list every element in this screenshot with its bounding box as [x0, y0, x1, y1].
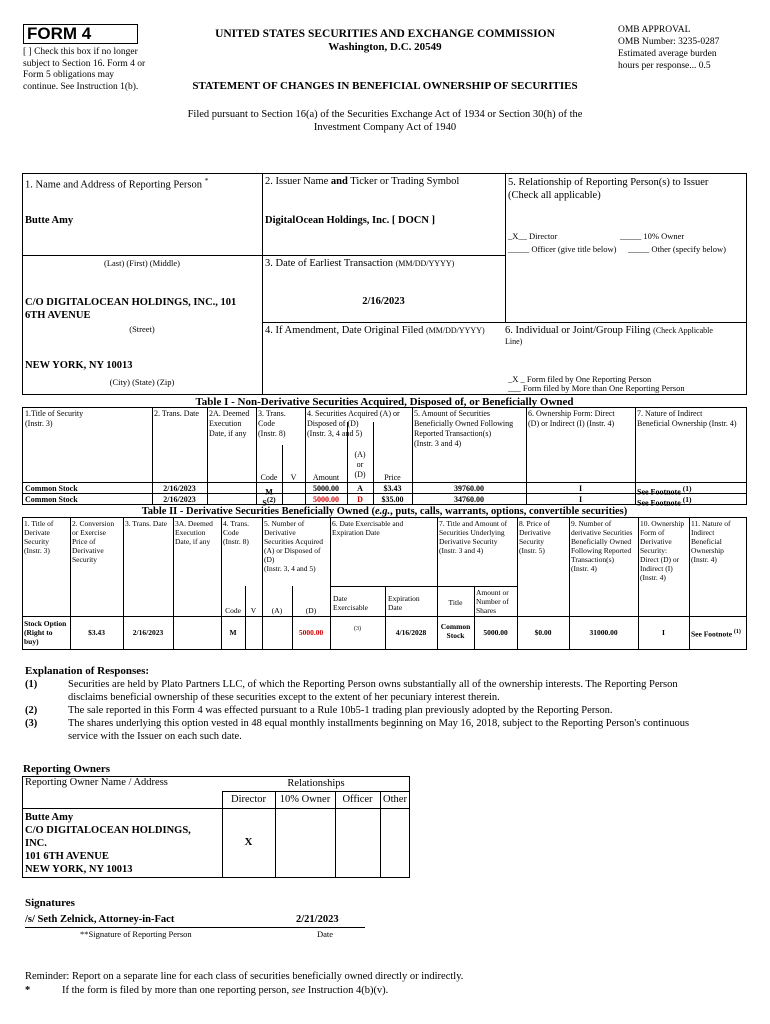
t2-exercisable-note[interactable]: (3) — [354, 626, 361, 632]
signatures-title: Signatures — [25, 897, 75, 909]
t2-col-text: 4. Trans. — [223, 519, 250, 528]
reporting-person-address — [25, 296, 260, 322]
t1-amount: 5000.00 — [313, 484, 339, 493]
t2-sub-d: (D) — [305, 606, 317, 615]
signature-date: 2/21/2023 — [296, 914, 339, 925]
t2-col-text: (Instr. 3 and 4) — [439, 546, 484, 555]
t2-sub-code: Code — [225, 606, 241, 615]
city-caption: (City) (State) (Zip) — [109, 377, 175, 387]
owners-col-other: Other — [383, 794, 407, 805]
t2-col-text: 1. Title of — [24, 519, 54, 528]
footnote-text: service with the Issuer on each such date. — [68, 731, 242, 742]
t2-col-text: Execution — [175, 528, 206, 537]
t2-col-text: Security — [519, 537, 544, 546]
t2-under-amount: 5000.00 — [483, 628, 508, 637]
t1-security: Common Stock — [25, 495, 78, 504]
issuer-name: DigitalOcean Holdings, Inc. [ DOCN ] — [265, 215, 436, 226]
multiple-reporting-persons-option[interactable]: ___ Form filed by More than One Reporting Person — [508, 383, 685, 393]
t1-price: $35.00 — [381, 495, 404, 504]
owner-line: Butte Amy — [25, 812, 74, 823]
box5-label — [508, 176, 744, 202]
t2-col-text: (Instr. 4) — [640, 573, 666, 582]
t2-col-text: derivative Securities — [571, 528, 633, 537]
reporting-person-name: Butte Amy — [25, 215, 74, 226]
t1-sub-text: or — [356, 460, 364, 469]
box3-label-small: (MM/DD/YYYY) — [395, 259, 455, 268]
check-box-text[interactable]: [ ] Check this box if no longer subject to Section 16. Form 4 or Form 5 obligations may continue. See Instruction 1(b). — [23, 47, 146, 92]
owners-col-officer: Officer — [342, 794, 373, 805]
t2-col8 — [519, 519, 551, 555]
t2-col-text: Ownership — [691, 546, 724, 555]
t2-col-text: 2. Conversion — [72, 519, 115, 528]
t2-col-text: Derivative — [72, 546, 104, 555]
footnote-link[interactable]: (1) — [733, 629, 741, 635]
t1-col-text: 5. Amount of Securities — [414, 409, 490, 418]
owner-line: C/O DIGITALOCEAN HOLDINGS, — [25, 825, 191, 836]
t2-col-text: Indirect (I) — [640, 564, 673, 573]
t1-nature-text: See Footnote — [637, 498, 681, 508]
t1-col-deemed — [209, 409, 249, 439]
t2-col-text: Direct (D) or — [640, 555, 680, 564]
t2-row-text: Stock Option — [24, 619, 67, 628]
t2-col1 — [24, 519, 53, 555]
t1-sub-text: (D) — [354, 470, 366, 479]
owners-col-ten-pct: 10% Owner — [279, 794, 331, 805]
street-caption: (Street) — [129, 324, 155, 334]
t2-col-text: Beneficially Owned — [571, 537, 632, 546]
t2-sub-v: V — [250, 606, 257, 615]
agency-address: Washington, D.C. 20549 — [328, 41, 442, 53]
t2-title-post: , puts, calls, warrants, options, convertible securities) — [390, 506, 628, 517]
owners-title: Reporting Owners — [23, 763, 111, 775]
t2-sub-a: (A) — [271, 606, 283, 615]
t2-col-text: Derivative Security — [439, 537, 498, 546]
t1-col-title — [25, 409, 83, 429]
t1-col-text: Code — [258, 419, 275, 428]
t2-col4 — [223, 519, 249, 546]
filed-line: Investment Company Act of 1940 — [313, 122, 457, 133]
t1-col-text: (D) or Indirect (I) (Instr. 4) — [528, 419, 615, 428]
t2-col-text: 10. Ownership — [640, 519, 685, 528]
t2-col-text: Indirect — [691, 528, 715, 537]
box6-label-text: 6. Individual or Joint/Group Filing — [505, 325, 651, 336]
filed-pursuant — [100, 108, 670, 134]
t2-col2 — [72, 519, 114, 564]
t1-col-text: Reported Transaction(s) — [414, 429, 492, 438]
t2-col11 — [691, 519, 731, 564]
t2-form: I — [662, 628, 665, 637]
t2-col-text: 7. Title and Amount of — [439, 519, 508, 528]
owner-name-address — [25, 811, 191, 876]
t2-title-pre: Table II - Derivative Securities Beneficially Owned ( — [141, 506, 375, 517]
footnote-item — [25, 717, 745, 743]
t2-col-text: 9. Number of — [571, 519, 612, 528]
other-checkbox[interactable]: _____ Other (specify below) — [628, 244, 726, 254]
t2-col-text: Expiration Date — [332, 528, 380, 537]
t1-col-acquired — [307, 409, 400, 439]
ten-percent-owner-checkbox[interactable]: _____ 10% Owner — [620, 231, 685, 241]
t1-col-text: (Instr. 3 and 4) — [414, 439, 462, 448]
t2-col-text: 5. Number of — [264, 519, 305, 528]
explanation-title: Explanation of Responses: — [25, 665, 150, 677]
box1-label-text: 1. Name and Address of Reporting Person — [25, 179, 203, 191]
t2-col-text: Security — [24, 537, 49, 546]
t2-col-text: (A) or Disposed of — [264, 546, 321, 555]
t2-sub-exp — [388, 594, 420, 612]
table2-title — [22, 506, 747, 517]
footnote-text: Securities are held by Plato Partners LLC, of which the Reporting Person owns substantially all of the ownership interests. The Reporting Person — [68, 679, 678, 690]
t2-col-text: (Instr. 3) — [24, 546, 50, 555]
footnote-number: (3) — [25, 718, 38, 729]
t1-col-text: 3. Trans. — [258, 409, 286, 418]
box5-label-text: 5. Relationship of Reporting Person(s) to Issuer — [508, 177, 709, 188]
t2-col-text: Security — [72, 555, 97, 564]
t1-col-code — [258, 409, 286, 439]
box2-label-pre: 2. Issuer Name — [265, 176, 329, 187]
t1-col-text: Beneficial Ownership (Instr. 4) — [637, 419, 737, 428]
footnote-star: * — [25, 985, 31, 996]
footnote-link[interactable]: (1) — [682, 484, 692, 493]
owners-col-director: Director — [231, 794, 266, 805]
agency-name: UNITED STATES SECURITIES AND EXCHANGE COMMISSION — [215, 28, 555, 40]
earliest-transaction-date: 2/16/2023 — [362, 296, 405, 307]
t1-col-text: 6. Ownership Form: Direct — [528, 409, 615, 418]
t2-col-text: Derivative — [264, 528, 296, 537]
statement-title: STATEMENT OF CHANGES IN BENEFICIAL OWNERSHIP OF SECURITIES — [192, 80, 578, 92]
t2-owned: 31000.00 — [589, 628, 618, 637]
box5-label-text: (Check all applicable) — [508, 190, 601, 201]
footnote-item — [25, 704, 745, 717]
t1-security: Common Stock — [25, 484, 78, 493]
t1-sub-amount: Amount — [312, 473, 340, 482]
t1-col-text: 4. Securities Acquired (A) or — [307, 409, 400, 418]
t2-sub-exer — [333, 594, 368, 612]
t2-col-text: (Instr. 4) — [691, 555, 717, 564]
owners-col-relationships: Relationships — [287, 778, 345, 789]
t2-sub-text: Amount or — [476, 588, 509, 597]
box1-label — [25, 176, 208, 191]
t2-row-text: Stock — [446, 631, 465, 640]
t1-col-text: 2A. Deemed — [209, 409, 250, 418]
name-caption: (Last) (First) (Middle) — [103, 258, 180, 268]
t1-price: $3.43 — [383, 484, 402, 493]
reporting-person-city: NEW YORK, NY 10013 — [25, 360, 133, 371]
t1-sub-code: Code — [260, 473, 278, 482]
t2-row-text: buy) — [24, 637, 39, 646]
t2-col-text: 11. Nature of — [691, 519, 731, 528]
t2-code: M — [229, 628, 237, 637]
omb-line: OMB APPROVAL — [618, 25, 691, 35]
t2-sub-text: Date — [388, 603, 403, 612]
footnote-text: disclaims beneficial ownership of these securities except to the extent of her pecuniary interest therein. — [68, 692, 500, 703]
t2-col-text: 8. Price of — [519, 519, 551, 528]
t1-ad: A — [357, 484, 363, 493]
omb-number: OMB Number: 3235-0287 — [618, 37, 720, 47]
box6-label — [505, 325, 745, 347]
t2-price: $3.43 — [88, 628, 105, 637]
t2-sub-text: Shares — [476, 606, 496, 615]
t1-code-value: S — [262, 498, 267, 508]
t2-col-text: Following Reported — [571, 546, 632, 555]
owner-line: INC. — [25, 838, 47, 849]
officer-checkbox[interactable]: _____ Officer (give title below) — [508, 244, 617, 254]
t1-col-text: Disposed of (D) — [307, 419, 359, 428]
t1-owned: 39760.00 — [454, 484, 484, 493]
t2-sub-title: Title — [448, 598, 463, 607]
box6-label-small: (Check Applicable — [653, 326, 713, 335]
t2-col7 — [439, 519, 507, 555]
t2-col-text: (Instr. 5) — [519, 546, 545, 555]
t2-sub-text: Number of — [476, 597, 509, 606]
t2-sub-text: Exercisable — [333, 603, 368, 612]
t2-title — [24, 619, 66, 646]
t2-col-text: (Instr. 8) — [223, 537, 249, 546]
t2-col-text: Derivate — [24, 528, 50, 537]
t2-sub-text: Date — [333, 594, 348, 603]
t1-col-text: (Instr. 3, 4 and 5) — [307, 429, 363, 438]
box3-label — [265, 258, 454, 269]
owner-line: 101 6TH AVENUE — [25, 851, 109, 862]
t2-date: 2/16/2023 — [132, 628, 164, 637]
reminder: Reminder: Report on a separate line for each class of securities beneficially owned directly or indirectly. — [25, 971, 464, 982]
t2-col-text: Form of — [640, 528, 665, 537]
t1-col-text: (Instr. 8) — [258, 429, 286, 438]
t2-col-text: Code — [223, 528, 239, 537]
t2-col-text: or Exercise — [72, 528, 106, 537]
t1-col-owned — [414, 409, 513, 449]
date-caption: Date — [317, 929, 334, 939]
box6-label-small: Line) — [505, 337, 523, 346]
address-line: 6TH AVENUE — [25, 310, 91, 321]
t2-col-text: Securities Acquired — [264, 537, 323, 546]
t1-sub-v: V — [290, 473, 297, 482]
t2-col9 — [571, 519, 632, 573]
t2-col-text: (Instr. 3, 4 and 5) — [264, 564, 316, 573]
footnote-number: (2) — [25, 705, 38, 716]
t1-nature-text: See Footnote — [637, 487, 681, 497]
t2-title-eg: e.g. — [374, 506, 391, 517]
t2-sub-amt — [476, 588, 509, 615]
t2-sub-text: Expiration — [388, 594, 420, 603]
box2-label-post: Ticker or Trading Symbol — [350, 176, 460, 187]
t2-col-text: Beneficial — [691, 537, 722, 546]
t1-col-text: 7. Nature of Indirect — [637, 409, 703, 418]
table1-title: Table I - Non-Derivative Securities Acquired, Disposed of, or Beneficially Owned — [195, 396, 574, 408]
t2-col-text: 6. Date Exercisable and — [332, 519, 404, 528]
footnote-text: The shares underlying this option vested in 48 equal monthly installments beginning on May 16, 2018, subject to the Reporting Person's continuous — [68, 718, 690, 729]
t2-col-text: Derivative — [640, 537, 672, 546]
t1-col-text: 1.Title of Security — [25, 409, 84, 418]
t2-col-text: (Instr. 4) — [571, 564, 597, 573]
t2-col-text: Derivative — [519, 528, 551, 537]
footnote-number: (1) — [25, 679, 38, 690]
t2-col-text: 3A. Deemed — [175, 519, 213, 528]
omb-approval — [618, 24, 758, 72]
t2-col-text: Security: — [640, 546, 668, 555]
director-checkbox[interactable]: _X__ Director — [508, 231, 558, 241]
omb-line: hours per response... 0.5 — [618, 61, 711, 71]
t1-date: 2/16/2023 — [163, 495, 196, 504]
box3-label-text: 3. Date of Earliest Transaction — [265, 258, 394, 269]
t2-col-text: Date, if any — [175, 537, 211, 546]
footer-note-post: Instruction 4(b)(v). — [307, 985, 389, 996]
t1-col-form — [528, 409, 615, 429]
footer-note-pre: If the form is filed by more than one reporting person, — [62, 985, 290, 996]
signer: /s/ Seth Zelnick, Attorney-in-Fact — [25, 914, 175, 925]
t2-row-text: Common — [440, 622, 471, 631]
filed-line: Filed pursuant to Section 16(a) of the Securities Exchange Act of 1934 or Section 30(h) of the — [187, 109, 583, 120]
t1-form: I — [578, 484, 583, 493]
owner-line: NEW YORK, NY 10013 — [25, 864, 133, 875]
t1-ad: D — [357, 495, 363, 504]
t2-col10 — [640, 519, 684, 582]
t1-code-note[interactable]: (2) — [266, 495, 276, 504]
t2-col-text: Transaction(s) — [571, 555, 615, 564]
explanation-list — [25, 678, 745, 743]
box4-label-small: (MM/DD/YYYY) — [425, 326, 485, 335]
address-line: C/O DIGITALOCEAN HOLDINGS, INC., 101 — [25, 297, 237, 308]
t1-date: 2/16/2023 — [163, 484, 196, 493]
t2-col-text: Securities Underlying — [439, 528, 505, 537]
form-title: FORM 4 — [23, 24, 138, 44]
t1-col-text: Execution — [209, 419, 242, 428]
t1-form: I — [578, 495, 583, 504]
box1-label-mark: * — [204, 176, 209, 185]
box4-label-text: 4. If Amendment, Date Original Filed — [265, 325, 424, 336]
signature-caption: **Signature of Reporting Person — [80, 929, 192, 939]
t2-row-text: (Right to — [24, 628, 53, 637]
t1-owned: 34760.00 — [454, 495, 484, 504]
t2-col6 — [332, 519, 403, 537]
t2-col5 — [264, 519, 323, 573]
t1-code-value: M — [265, 487, 273, 497]
footnote-link[interactable]: (1) — [682, 495, 692, 504]
t2-col3a — [175, 519, 213, 546]
t2-disposed: 5000.00 — [298, 628, 324, 637]
owners-col-name: Reporting Owner Name / Address — [25, 777, 168, 788]
t2-col3: 3. Trans. Date — [125, 519, 168, 528]
t1-col-text: (Instr. 3) — [25, 419, 53, 428]
t1-col-text: Date, if any — [209, 429, 247, 438]
owner-director-mark: X — [244, 836, 253, 848]
t1-sub-ad — [347, 450, 373, 480]
t1-col-text: Beneficially Owned Following — [414, 419, 514, 428]
t1-sub-price: Price — [384, 473, 401, 482]
t1-amount: 5000.00 — [313, 495, 339, 504]
t2-expiration: 4/16/2028 — [395, 628, 427, 637]
omb-line: Estimated average burden — [618, 49, 717, 59]
box2-label-and: and — [330, 176, 348, 187]
footnote-text: The sale reported in this Form 4 was effected pursuant to a Rule 10b5-1 trading plan previously adopted by the Reporting Person. — [68, 705, 613, 716]
t1-col-nature — [637, 409, 737, 429]
footer-note — [62, 985, 388, 996]
t2-col-text: Price of — [72, 537, 96, 546]
t2-under-title — [437, 622, 474, 640]
t1-col-date: 2. Trans. Date — [154, 409, 199, 418]
t1-sub-text: (A) — [354, 450, 366, 459]
t2-nature — [691, 628, 741, 639]
box4-label — [265, 325, 485, 336]
t2-deriv-price: $0.00 — [534, 628, 552, 637]
footer-note-see: see — [291, 985, 306, 996]
t2-nature-text: See Footnote — [691, 629, 733, 639]
one-reporting-person-option[interactable]: _X _ Form filed by One Reporting Person — [508, 374, 652, 384]
footnote-item — [25, 678, 745, 704]
box2-label — [265, 176, 459, 187]
t2-col-text: (D) — [264, 555, 275, 564]
